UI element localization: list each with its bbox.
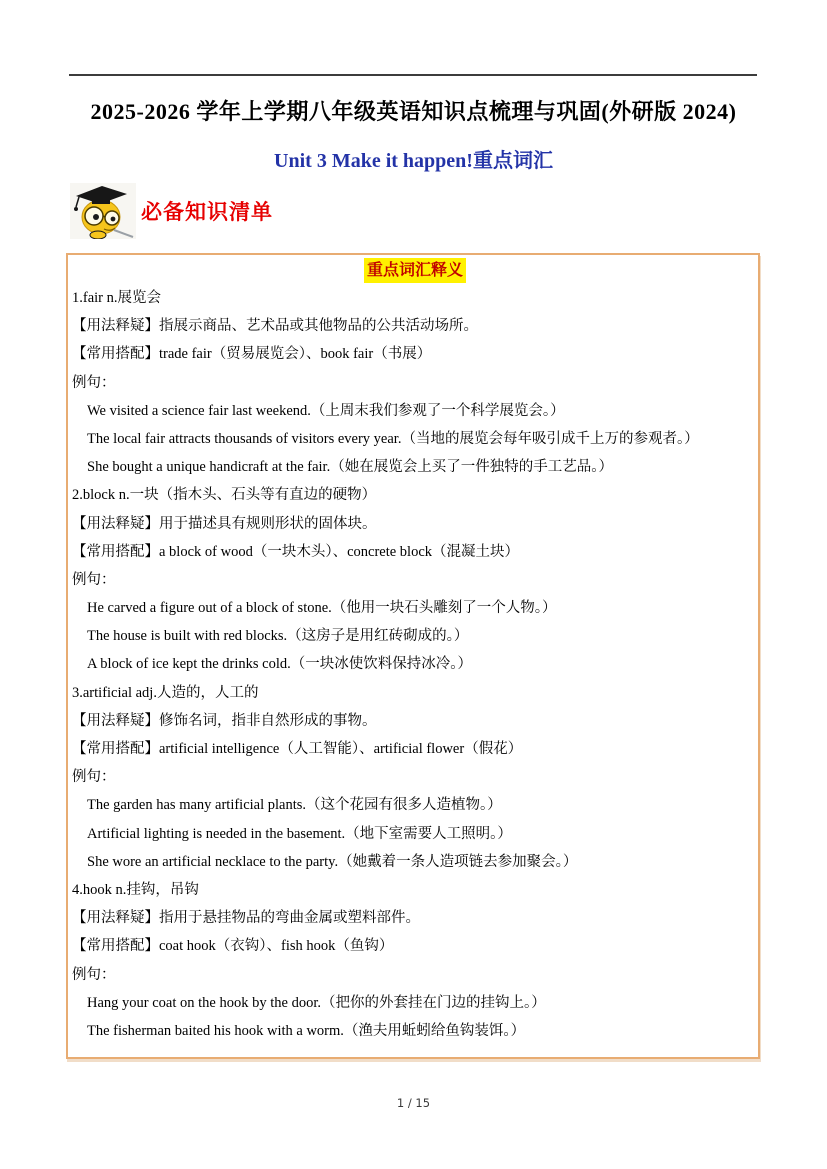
entry-term: 1.fair n.展览会 xyxy=(72,290,161,306)
header-rule xyxy=(69,74,757,76)
page-number: 1 / 15 xyxy=(396,1096,431,1110)
entry-collocations: 【常用搭配】artificial intelligence（人工智能）、artificial flower（假花） xyxy=(72,741,523,757)
entry-usage: 【用法释疑】用于描述具有规则形状的固体块。 xyxy=(72,515,377,532)
document-title: 2025-2026 学年上学期八年级英语知识点梳理与巩固(外研版 2024) xyxy=(90,99,737,124)
example-sentence: He carved a figure out of a block of stone.（他用一块石头雕刻了一个人物。） xyxy=(87,600,557,617)
example-sentence: The fisherman baited his hook with a worm.（渔夫用蚯蚓给鱼钩装饵。） xyxy=(87,1022,526,1039)
example-sentence: She bought a unique handicraft at the fair.（她在展览会上买了一件独特的手工艺品。） xyxy=(87,459,613,476)
example-sentence: A block of ice kept the drinks cold.（一块冰使饮料保持冰冷。） xyxy=(87,656,473,673)
entry-usage: 【用法释疑】指用于悬挂物品的弯曲金属或塑料部件。 xyxy=(72,910,420,927)
example-sentence: The garden has many artificial plants.（这个花园有很多人造植物。） xyxy=(87,797,502,814)
section-label-text: 必备知识清单 xyxy=(141,200,273,224)
unit-subtitle: Unit 3 Make it happen!重点词汇 xyxy=(274,150,553,172)
vocab-box xyxy=(66,253,760,1059)
entry-usage: 【用法释疑】指展示商品、艺术品或其他物品的公共活动场所。 xyxy=(72,318,478,335)
example-sentence: We visited a science fair last weekend.（上周末我们参观了一个科学展览会。） xyxy=(87,402,565,419)
section-label-row xyxy=(70,183,273,239)
entry-examples-label: 例句： xyxy=(72,966,116,983)
example-sentence: The house is built with red blocks.（这房子是用红砖砌成的。） xyxy=(87,628,469,645)
entry-examples-label: 例句： xyxy=(72,571,116,588)
example-sentence: Hang your coat on the hook by the door.（把你的外套挂在门边的挂钩上。） xyxy=(87,994,546,1011)
example-sentence: She wore an artificial necklace to the party.（她戴着一条人造项链去参加聚会。） xyxy=(87,853,578,870)
entry-term: 4.hook n.挂钩，吊钩 xyxy=(72,881,199,898)
entry-collocations: 【常用搭配】trade fair（贸易展览会）、book fair（书展） xyxy=(72,346,432,363)
example-sentence: Artificial lighting is needed in the basement.（地下室需要人工照明。） xyxy=(87,825,512,842)
graduate-bee-mascot-icon xyxy=(70,183,136,239)
entry-examples-label: 例句： xyxy=(72,374,116,391)
entry-collocations: 【常用搭配】a block of wood（一块木头）、concrete block（混凝土块） xyxy=(72,543,520,560)
entry-examples-label: 例句： xyxy=(72,769,116,786)
vocab-box-title: 重点词汇释义 xyxy=(364,258,466,283)
entry-term: 2.block n.一块（指木头、石头等有直边的硬物） xyxy=(72,487,377,504)
example-sentence: The local fair attracts thousands of visitors every year.（当地的展览会每年吸引成千上万的参观者。） xyxy=(87,430,699,447)
vocab-box-header xyxy=(72,257,758,284)
entry-usage: 【用法释疑】修饰名词，指非自然形成的事物。 xyxy=(72,712,377,729)
entry-collocations: 【常用搭配】coat hook（衣钩）、fish hook（鱼钩） xyxy=(72,938,394,955)
entry-term: 3.artificial adj.人造的，人工的 xyxy=(72,684,259,701)
